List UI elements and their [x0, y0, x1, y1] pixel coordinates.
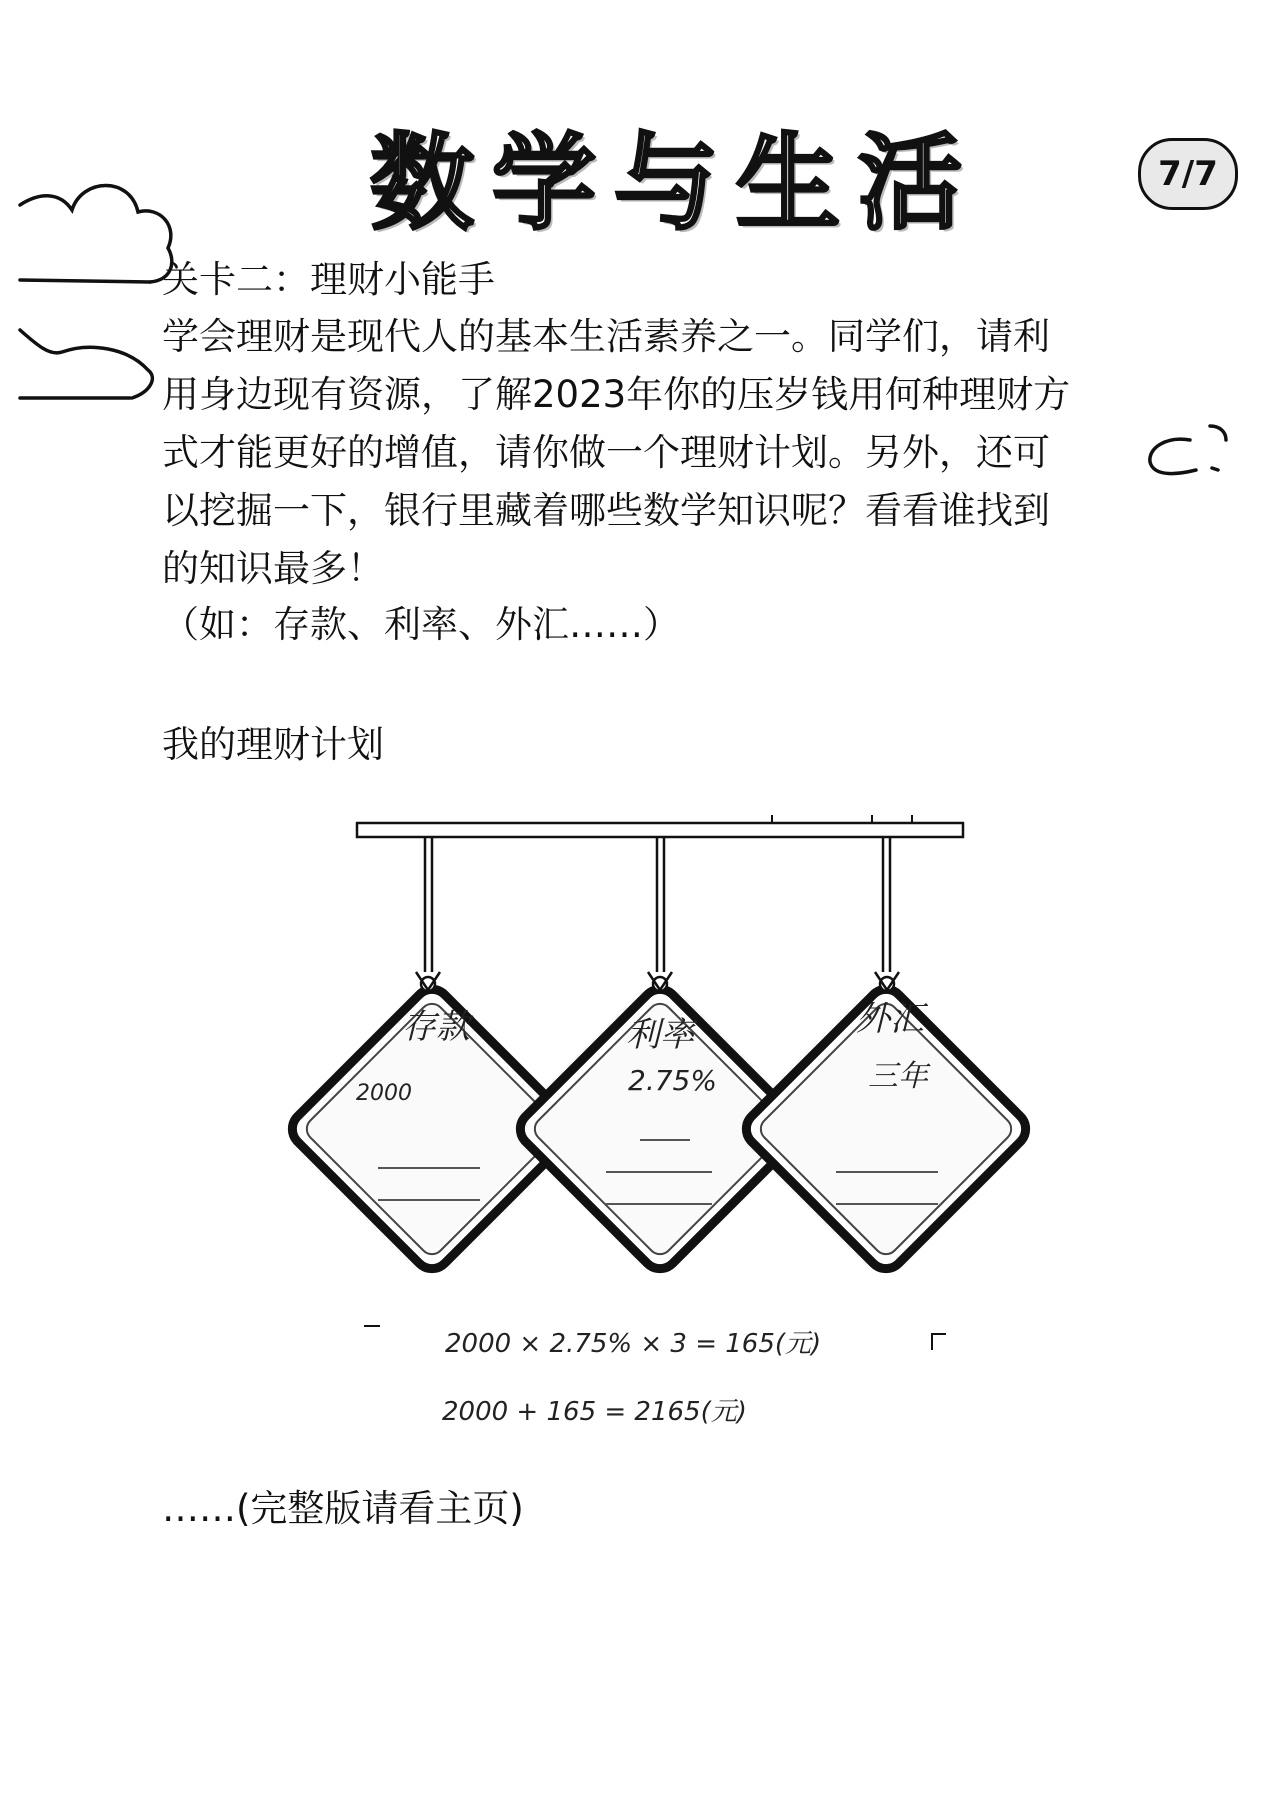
cloud-doodle-right-icon [1150, 426, 1226, 474]
card-forex-title: 外汇 [856, 999, 924, 1039]
hanging-strings [425, 837, 890, 972]
more-link-text: ……(完整版请看主页) [162, 1487, 524, 1530]
calculation-total: 2000 + 165 = 2165(元) [442, 1397, 747, 1427]
paragraph-line: 的知识最多！ [162, 547, 384, 590]
paragraph-line: 以挖掘一下，银行里藏着哪些数学知识呢？看看谁找到 [162, 489, 1050, 532]
instruction-paragraph [162, 308, 1122, 598]
scan-mark [932, 1334, 946, 1350]
hanging-rod [357, 815, 963, 837]
card-deposit-note: 2000 [356, 1081, 412, 1106]
cloud-doodle-top-icon [20, 186, 172, 283]
card-interest-rate-note: 2.75% [628, 1064, 717, 1097]
cloud-doodle-bottom-icon [20, 330, 152, 398]
plan-label: 我的理财计划 [162, 723, 384, 766]
page-title: 数学与生活 [370, 121, 981, 244]
card-deposit-title: 存款 [402, 1007, 470, 1047]
card-interest-rate-title: 利率 [626, 1015, 694, 1055]
paragraph-line: 学会理财是现代人的基本生活素养之一。同学们，请利 [162, 315, 1050, 358]
card-forex-note: 三年 [868, 1059, 928, 1094]
paragraph-line: 式才能更好的增值，请你做一个理财计划。另外，还可 [162, 431, 1050, 474]
example-text: （如：存款、利率、外汇……） [162, 603, 680, 646]
paragraph-line: 用身边现有资源，了解2023年你的压岁钱用何种理财方 [162, 373, 1071, 416]
section-heading: 关卡二：理财小能手 [162, 258, 495, 301]
calculation-interest: 2000 × 2.75% × 3 = 165(元) [445, 1329, 822, 1359]
page-number-badge: 7/7 [1138, 138, 1238, 210]
